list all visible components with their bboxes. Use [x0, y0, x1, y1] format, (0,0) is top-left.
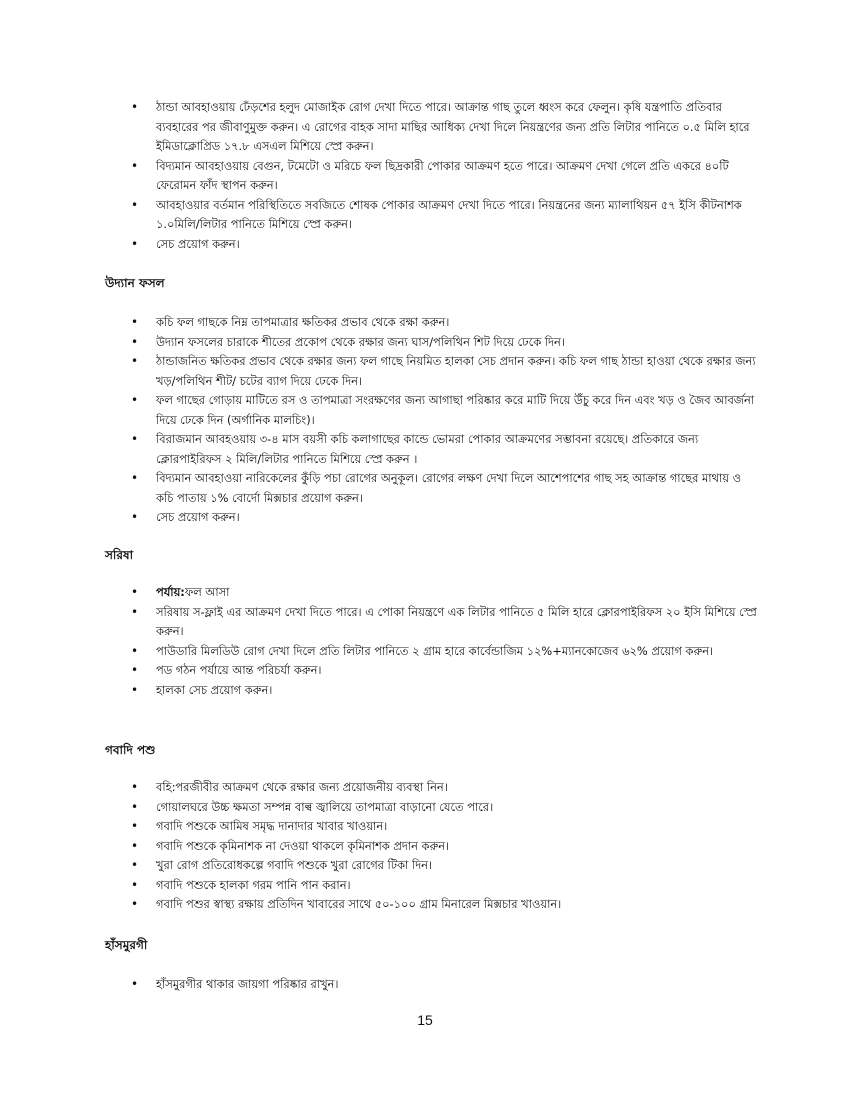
list-item: • হাঁসমুরগীর থাকার জায়গা পরিষ্কার রাখুন। — [131, 975, 761, 995]
bullet-icon: • — [131, 682, 139, 697]
mustard-advice-list — [131, 583, 761, 700]
list-item: • বিদ্যমান আবহাওয়ায় বেগুন, টমেটো ও মরিচে ফল ছিদ্রকারী পোকার আক্রমণ হতে পারে। আক্রমণ দেখা গেলে প্রতি একরে ৪০টি ফেরোমন ফাঁদ স্থাপন করুন। — [131, 158, 729, 192]
list-item: • বহি:পরজীবীর আক্রমণ থেকে রক্ষার জন্য প্রয়োজনীয় ব্যবস্থা নিন। — [131, 778, 761, 798]
vegetable-advice-list — [131, 98, 761, 254]
bullet-icon: • — [131, 663, 139, 677]
list-item: • খুরা রোগ প্রতিরোধকল্পে গবাদি পশুকে খুরা রোগের টিকা দিন। — [131, 856, 761, 876]
bullet-icon: • — [131, 236, 139, 251]
list-item: • গবাদি পশুকে কৃমিনাশক না দেওয়া থাকলে কৃমিনাশক প্রদান করুন। — [131, 837, 761, 857]
bullet-icon: • — [131, 100, 139, 114]
bullet-icon: • — [131, 510, 139, 524]
bullet-icon: • — [131, 858, 139, 872]
list-item: • উদ্যান ফসলের চারাকে শীতের প্রকোপ থেকে রক্ষার জন্য ঘাস/পলিথিন শিট দিয়ে ঢেকে দিন। — [131, 333, 761, 353]
bullet-icon: • — [131, 354, 139, 368]
bullet-icon: • — [131, 977, 139, 991]
list-item: • গোয়ালঘরে উচ্চ ক্ষমতা সম্পন্ন বাল্ব জ্বালিয়ে তাপমাত্রা বাড়ানো যেতে পারে। — [131, 798, 761, 818]
bullet-icon: • — [131, 877, 139, 892]
section-heading-horticulture: উদ্যান ফসল — [105, 276, 165, 290]
list-item: • সরিষায় স-ফ্লাই এর আক্রমণ দেখা দিতে পারে। এ পোকা নিয়ন্ত্রণে এক লিটার পানিতে ৫ মিলি হারে ক্লোরপাইরিফস ২০ ইসি মিশিয়ে স্প্রে করুন। — [131, 604, 757, 638]
stage-label: পর্যায়: — [156, 585, 185, 599]
livestock-advice-list — [131, 778, 761, 915]
list-item: • আবহাওয়ার বর্তমান পরিস্থিতিতে সবজিতে শোষক পোকার আক্রমণ দেখা দিতে পারে। নিয়ন্ত্রনের জন্য ম্যালাথিয়ন ৫৭ ইসি কীটনাশক ১.০মিলি/লিটার পানিতে মিশিয়ে স্প্রে করুন। — [131, 197, 742, 231]
list-item: • সেচ প্রয়োগ করুন। — [131, 508, 761, 528]
section-heading-mustard: সরিষা — [105, 548, 134, 562]
bullet-icon: • — [131, 643, 139, 658]
list-item-stage — [131, 583, 761, 603]
list-item: • বিরাজমান আবহওয়ায় ৩-৪ মাস বয়সী কচি কলাগাছের কান্ডে ভোমরা পোকার আক্রমণের সম্ভাবনা রয়েছে। প্রতিকারে জন্য ক্লোরপাইরিফস ২ মিলি/লিটার পানিতে মিশিয়ে স্প্রে করুন । — [131, 432, 699, 466]
bullet-icon: • — [131, 604, 139, 619]
bullet-icon: • — [131, 315, 139, 329]
bullet-icon: • — [131, 838, 139, 853]
list-item: • ঠান্ডাজনিত ক্ষতিকর প্রভাব থেকে রক্ষার জন্য ফল গাছে নিয়মিত হালকা সেচ প্রদান করুন। কচি ফল গাছ ঠান্ডা হাওয়া থেকে রক্ষার জন্য খড়/পলিথিন শীট/ চটের ব্যাগ দিয়ে ঢেকে দিন। — [131, 354, 756, 388]
section-heading-livestock: গবাদি পশু — [105, 743, 156, 757]
list-item: • গবাদি পশুকে আমিষ সমৃদ্ধ দানাদার খাবার খাওয়ান। — [131, 817, 761, 837]
bullet-icon: • — [131, 471, 139, 485]
list-item: • কচি ফল গাছকে নিম্ন তাপমাত্রার ক্ষতিকর প্রভাব থেকে রক্ষা করুন। — [131, 313, 761, 333]
list-item: • হালকা সেচ প্রয়োগ করুন। — [131, 681, 761, 701]
list-item: • পাউডারি মিলডিউ রোগ দেখা দিলে প্রতি লিটার পানিতে ২ গ্রাম হারে কার্বেন্ডাজিম ১২%+ম্যানকোজেব ৬২% প্রয়োগ করুন। — [131, 642, 761, 662]
list-item: • বিদ্যমান আবহাওয়া নারিকেলের কুঁড়ি পচা রোগের অনুকূল। রোগের লক্ষণ দেখা দিলে আশেপাশের গাছ সহ আক্রান্ত গাছের মাথায় ও কচি পাতায় ১% বোর্দো মিক্সচার প্রয়োগ করুন। — [131, 471, 741, 505]
page-number: 15 — [417, 1012, 433, 1028]
bullet-icon: • — [131, 780, 139, 794]
section-heading-poultry: হাঁসমুরগী — [105, 938, 148, 952]
list-item: • ফল গাছের গোড়ায় মাটিতে রস ও তাপমাত্রা সংরক্ষণের জন্য আগাছা পরিষ্কার করে মাটি দিয়ে উঁচু করে দিন এবং খড় ও জৈব আবর্জনা দিয়ে ঢেকে দিন (অর্গানিক মালচিং)। — [131, 393, 755, 427]
bullet-icon: • — [131, 585, 139, 599]
bullet-icon: • — [131, 897, 139, 911]
list-item: • ঠান্ডা আবহাওয়ায় ঢেঁড়শের হলুদ মোজাইক রোগ দেখা দিতে পারে। আক্রান্ত গাছ তুলে ধ্বংস করে ফেলুন। কৃষি যন্ত্রপাতি প্রতিবার ব্যবহারের পর জীবাণুমুক্ত করুন। এ রোগের বাহক সাদা মাছির আধিক্য দেখা দিলে নিয়ন্ত্রণের জন্য প্রতি লিটার পানিতে ০.৫ মিলি হারে ইমিডাক্লোপ্রিড ১৭.৮ এসএল মিশিয়ে স্প্রে করুন। — [131, 100, 750, 153]
poultry-advice-list — [131, 975, 761, 995]
stage-value: ফল আসা — [184, 585, 230, 599]
horticulture-advice-list — [131, 313, 761, 528]
list-item: • গবাদি পশুকে হালকা গরম পানি পান করান। — [131, 876, 761, 896]
bullet-icon: • — [131, 799, 139, 814]
bullet-icon: • — [131, 197, 139, 212]
list-item: • গবাদি পশুর স্বাস্থ্য রক্ষায় প্রতিদিন খাবারের সাথে ৫০-১০০ গ্রাম মিনারেল মিক্সচার খাওয়ান। — [131, 895, 761, 915]
list-item: • সেচ প্রয়োগ করুন। — [131, 235, 761, 255]
bullet-icon: • — [131, 432, 139, 446]
bullet-icon: • — [131, 158, 139, 173]
bullet-icon: • — [131, 819, 139, 833]
bullet-icon: • — [131, 393, 139, 407]
list-item: • পড গঠন পর্যায়ে আন্ত পরিচর্যা করুন। — [131, 661, 761, 681]
bullet-icon: • — [131, 334, 139, 349]
